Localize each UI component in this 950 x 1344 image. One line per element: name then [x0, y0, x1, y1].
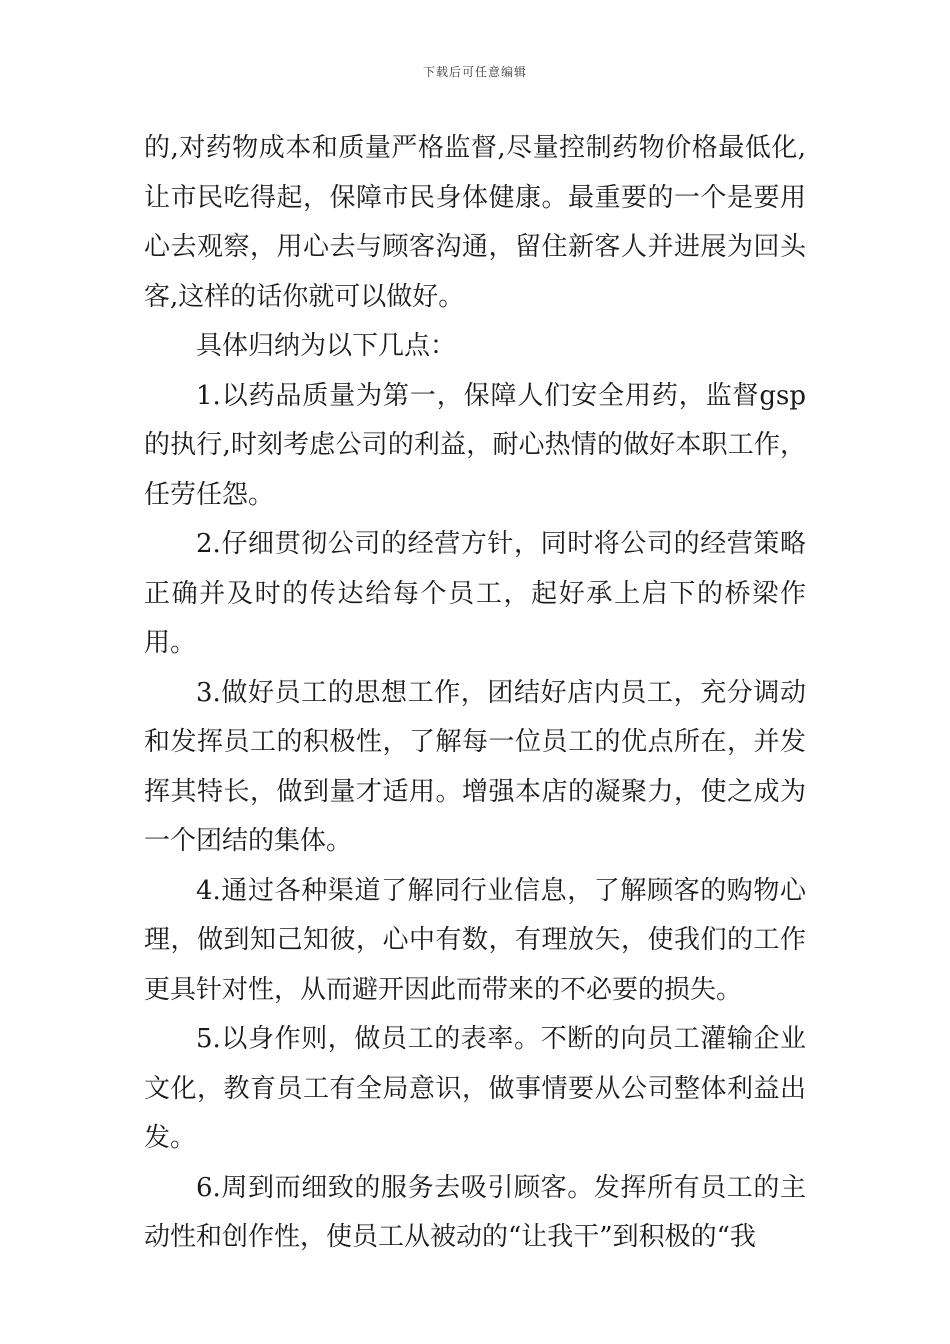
list-item-5: 5.以身作则，做员工的表率。不断的向员工灌输企业文化，教育员工有全局意识，做事情要从公司整体利益出发。: [144, 1024, 806, 1153]
list-item-1: 1.以药品质量为第一，保障人们安全用药，监督gsp的执行,时刻考虑公司的利益，耐心热情的做好本职工作，任劳任怨。: [144, 380, 806, 510]
document-body: [144, 124, 806, 1263]
list-item-2: 2.仔细贯彻公司的经营方针，同时将公司的经营策略正确并及时的传达给每个员工，起好承上启下的桥梁作用。: [144, 529, 806, 658]
list-item-4: 4.通过各种渠道了解同行业信息，了解顾客的购物心理，做到知己知彼，心中有数，有理放矢，使我们的工作更具针对性，从而避开因此而带来的不必要的损失。: [144, 875, 806, 1005]
paragraph-summary-intro: 具体归纳为以下几点：: [196, 331, 457, 361]
list-item-6: 6.周到而细致的服务去吸引顾客。发挥所有员工的主动性和创作性，使员工从被动的“让我干”到积极的“我: [144, 1172, 806, 1252]
list-item-3: 3.做好员工的思想工作，团结好店内员工，充分调动和发挥员工的积极性，了解每一位员工的优点所在，并发挥其特长，做到量才适用。增强本店的凝聚力，使之成为一个团结的集体。: [144, 677, 806, 856]
page-header: 下载后可任意编辑: [422, 65, 527, 79]
paragraph-continuation: 的,对药物成本和质量严格监督,尽量控制药物价格最低化,让市民吃得起，保障市民身体健康。最重要的一个是要用心去观察，用心去与顾客沟通，留住新客人并进展为回头客,这样的话你就可以做好。: [144, 133, 806, 312]
